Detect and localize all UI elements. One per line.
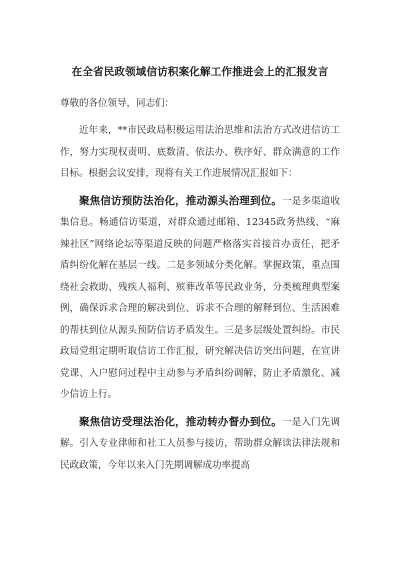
section-paragraph-1 <box>60 191 340 406</box>
section-heading-2: 聚焦信访受理法治化，推动转办督办到位。 <box>79 415 283 428</box>
section-body-2: 一是入门先调解。引入专业律师和社工人员参与接访，帮助群众解读法律法规和民政政策，今年以来入门先期调解成功率提高 <box>60 416 340 471</box>
section-body-1: 一是多渠道收集信息。畅通信访渠道，对群众通过邮箱、12345政务热线、“麻辣社区”网络论坛等渠道反映的问题严格落实首接首办责任，把矛盾纠纷化解在基层一线。二是多领域分类化解。掌握政策，重点围绕社会救助、残疾人福利、殡葬改革等民政业务，分类梳理典型案例，确保诉求合理的解决到位、诉求不合理的解释到位、生活困难的帮扶到位从源头预防信访矛盾发生。三是多层级处置纠纷。市民政局党组定期听取信访工作汇报，研究解决信访突出问题，在宣讲党课、入户慰问过程中主动参与矛盾纠纷调解，防止矛盾激化、减少信访上行。 <box>60 195 340 400</box>
section-heading-1: 聚焦信访预防法治化，推动源头治理到位。 <box>79 194 283 207</box>
intro-paragraph: 近年来，**市民政局积极运用法治思维和法治方式改进信访工作，努力实现权责明、底数清、依法办、秩序好、群众满意的工作目标。根据会议安排，现将有关工作进展情况汇报如下： <box>60 125 340 179</box>
section-paragraph-2 <box>60 412 340 477</box>
document-title: 在全省民政领域信访积案化解工作推进会上的汇报发言 <box>71 66 329 78</box>
salutation: 尊敬的各位领导，同志们： <box>60 98 175 109</box>
